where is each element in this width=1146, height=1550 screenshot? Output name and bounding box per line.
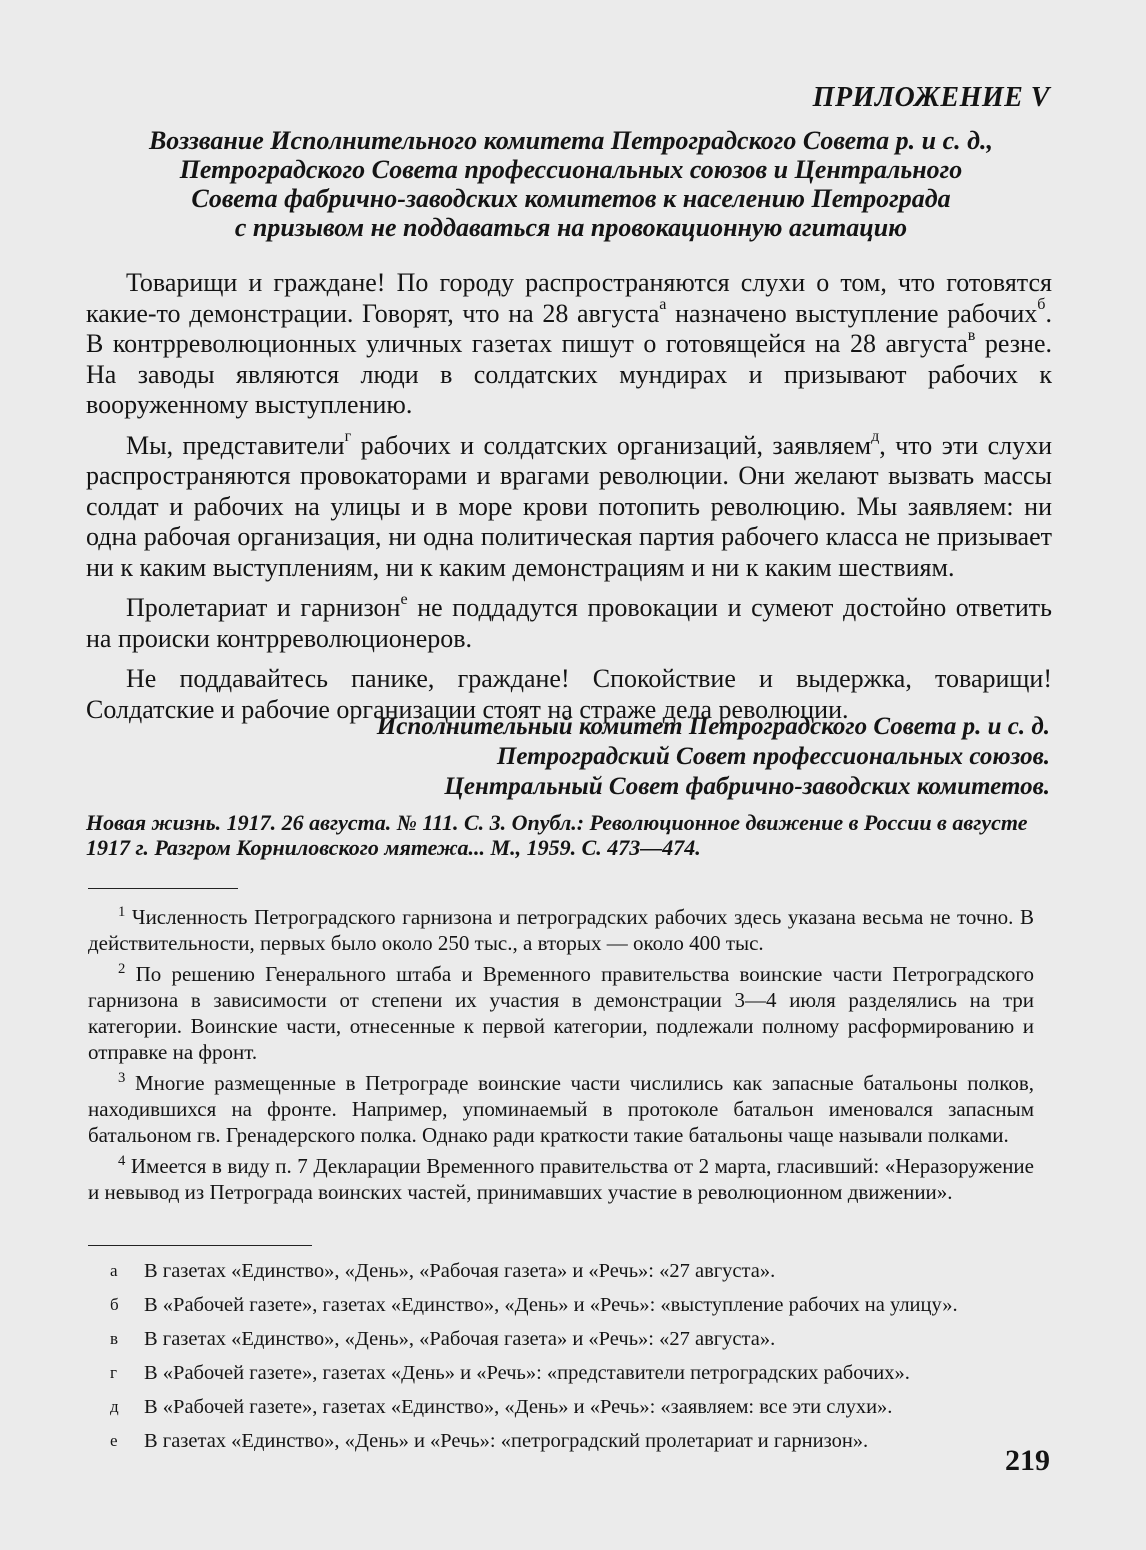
- note-text: В газетах «Единство», «День» и «Речь»: «петроградский пролетариат и гарнизон».: [144, 1430, 869, 1452]
- footnote: [88, 904, 1034, 956]
- text-note: [88, 1326, 1048, 1352]
- title-line: Совета фабрично-заводских комитетов к населению Петрограда: [191, 184, 951, 213]
- appendix-heading: ПРИЛОЖЕНИЕ V: [812, 82, 1050, 113]
- footnote-text: По решению Генерального штаба и Временного правительства воинские части Петроградского гарнизона в зависимости от степени их участия в демонстрации 3—4 июля разделялись на три категории. Воинские части, отнесенные к первой категории, подлежали полному расформированию и отправке на фронт.: [88, 962, 1035, 1064]
- note-ref: г: [344, 428, 352, 446]
- source-citation: Новая жизнь. 1917. 26 августа. № 111. С. 3. Опубл.: Революционное движение в России в августе 1917 г. Разгром Корниловского мятежа... М., 1959. С. 473—474.: [86, 810, 1028, 860]
- body-paragraph: [86, 428, 1052, 584]
- note-mark: в: [110, 1329, 119, 1348]
- footnote-number: 4: [118, 1153, 126, 1169]
- note-ref: б: [1037, 296, 1046, 314]
- note-ref: а: [659, 296, 667, 314]
- text-run: Товарищи и граждане! По городу распространяются слухи о том, что готовятся какие-то демонстрации. Говорят, что на 28 августа: [86, 268, 1052, 328]
- text-run: Пролетариат и гарнизон: [126, 593, 401, 622]
- note-ref: в: [967, 326, 976, 344]
- signature-line: Исполнительный комитет Петроградского Совета р. и с. д.: [376, 713, 1050, 740]
- footnote-text: Многие размещенные в Петрограде воинские части числились как запасные батальоны полков, находившихся на фронте. Например, упоминаемый в протоколе батальон именовался запасным батальоном гв. Гренадерского полка. Однако ради краткости такие батальоны чаще называли полками.: [88, 1071, 1035, 1147]
- footnote-text: Численность Петроградского гарнизона и петроградских рабочих здесь указана весьма не точно. В действительности, первых было около 250 тыс., а вторых — около 400 тыс.: [88, 905, 1035, 955]
- footnotes: [88, 904, 1034, 1210]
- page-number: 219: [1005, 1444, 1050, 1477]
- footnote: [88, 1153, 1034, 1205]
- note-text: В газетах «Единство», «День», «Рабочая газета» и «Речь»: «27 августа».: [144, 1260, 776, 1282]
- appeal-body: [86, 268, 1052, 735]
- body-paragraph: Не поддавайтесь панике, граждане! Спокойствие и выдержка, товарищи! Солдатские и рабочие организации стоят на страже дела революции.: [86, 664, 1052, 724]
- text-note: [88, 1360, 1048, 1386]
- footnote: [88, 1070, 1034, 1148]
- body-paragraph: [86, 268, 1052, 421]
- note-mark: г: [110, 1363, 117, 1382]
- footnote-number: 3: [118, 1070, 126, 1086]
- note-text: В «Рабочей газете», газетах «Единство», «День» и «Речь»: «выступление рабочих на улицу».: [144, 1294, 958, 1316]
- body-paragraph: [86, 590, 1052, 654]
- footnote-number: 1: [118, 904, 126, 920]
- text-note: [88, 1292, 1048, 1318]
- footnote: [88, 961, 1034, 1065]
- text-run: назначено выступление рабочих: [666, 298, 1038, 328]
- note-ref: д: [871, 428, 880, 446]
- footnote-number: 2: [118, 961, 126, 977]
- text-run: . В контрреволюционных уличных газетах пишут о готовящейся на 28 августа: [86, 298, 1052, 358]
- note-mark: а: [110, 1261, 118, 1280]
- note-mark: е: [110, 1431, 118, 1450]
- notes-divider: [88, 1245, 312, 1246]
- text-note: [88, 1394, 1048, 1420]
- footnote-divider: [88, 888, 238, 889]
- signature-line: Петроградский Совет профессиональных союзов.: [496, 743, 1050, 770]
- textual-notes: [88, 1258, 1048, 1462]
- note-ref: е: [400, 590, 408, 608]
- signatures: [377, 712, 1050, 802]
- note-text: В «Рабочей газете», газетах «День» и «Речь»: «представители петроградских рабочих».: [144, 1362, 910, 1384]
- note-mark: б: [110, 1295, 119, 1314]
- note-mark: д: [110, 1397, 119, 1416]
- footnote-text: Имеется в виду п. 7 Декларации Временного правительства от 2 марта, гласивший: «Неразоружение и невывод из Петрограда воинских частей, принимавших участие в революционном движении».: [88, 1154, 1034, 1204]
- text-run: не поддадутся провокации и сумеют достойно ответить на происки контрреволюционеров.: [86, 593, 1052, 653]
- title-line: с призывом не поддаваться на провокационную агитацию: [234, 213, 908, 242]
- title-line: Воззвание Исполнительного комитета Петроградского Совета р. и с. д.,: [148, 126, 994, 155]
- text-run: Мы, представители: [126, 430, 345, 460]
- note-text: В «Рабочей газете», газетах «Единство», «День» и «Речь»: «заявляем: все эти слухи».: [144, 1396, 893, 1418]
- title-line: Петроградского Совета профессиональных союзов и Центрального: [179, 155, 963, 184]
- text-note: [88, 1428, 1048, 1454]
- text-note: [88, 1258, 1048, 1284]
- note-text: В газетах «Единство», «День», «Рабочая газета» и «Речь»: «27 августа».: [144, 1328, 776, 1350]
- signature-line: Центральный Совет фабрично-заводских комитетов.: [444, 773, 1050, 800]
- text-run: рабочих и солдатских организаций, заявляем: [351, 430, 872, 460]
- document-title: [86, 126, 1056, 242]
- text-run: резне. На заводы являются люди в солдатских мундирах и призывают рабочих к вооруженному выступлению.: [86, 329, 1052, 419]
- text-run: , что эти слухи распространяются провокаторами и врагами революции. Они желают вызвать массы солдат и рабочих на улицы и в море крови потопить революцию. Мы заявляем: ни одна рабочая организация, ни одна политическая партия рабочего класса не призывает ни к каким выступлениям, ни к каким демонстрациям и ни к каким шествиям.: [86, 430, 1052, 582]
